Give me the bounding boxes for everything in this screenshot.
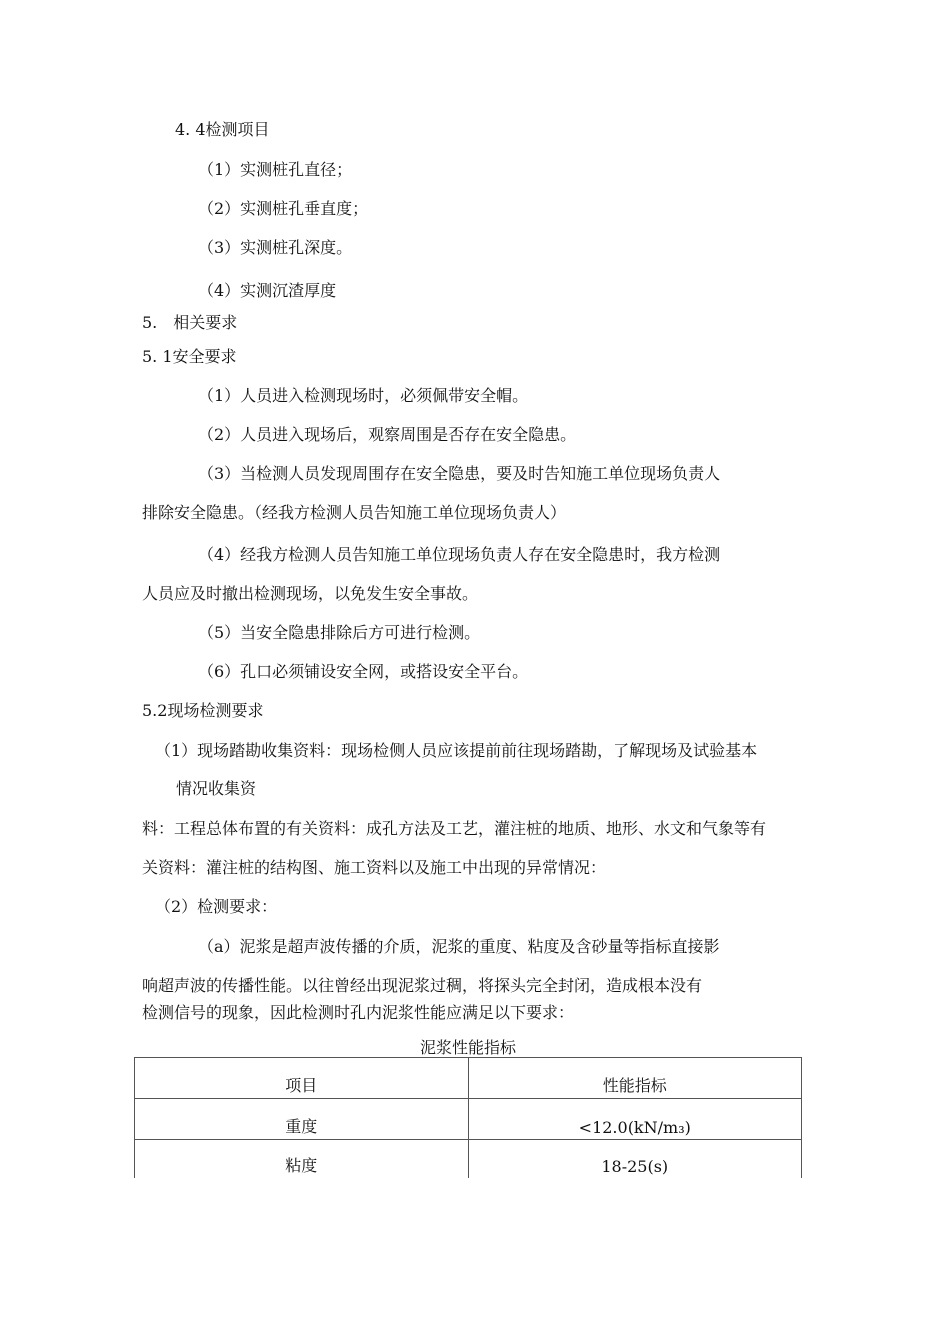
paragraph: 关资料：灌注桩的结构图、施工资料以及施工中出现的异常情况： (142, 858, 607, 877)
paragraph: 料：工程总体布置的有关资料：成孔方法及工艺，灌注桩的地质、地形、水文和气象等有 (142, 819, 767, 838)
section-5-2-heading: 5.2现场检测要求 (142, 701, 264, 720)
section-4-4-heading: 4. 4检测项目 (175, 120, 270, 139)
table-header-cell: 性能指标 (468, 1058, 802, 1099)
paragraph: （6）孔口必须铺设安全网，或搭设安全平台。 (198, 662, 529, 681)
list-item: （1）实测桩孔直径； (198, 160, 353, 179)
paragraph: （2）检测要求： (155, 897, 278, 916)
section-5-1-heading: 5. 1安全要求 (142, 347, 237, 366)
paragraph: 情况收集资 (176, 779, 257, 798)
table-cell: 粘度 (135, 1140, 469, 1179)
table-row (135, 1099, 802, 1140)
paragraph: （1）人员进入检测现场时，必须佩带安全帽。 (198, 386, 529, 405)
paragraph: （a）泥浆是超声波传播的介质，泥浆的重度、粘度及含砂量等指标直接影 (198, 937, 720, 956)
paragraph: 人员应及时撤出检测现场，以免发生安全事故。 (142, 584, 479, 603)
paragraph: （4）经我方检测人员告知施工单位现场负责人存在安全隐患时，我方检测 (198, 545, 721, 564)
list-item: （2）实测桩孔垂直度； (198, 199, 369, 218)
table-cell: <12.0(kN/m₃) (468, 1099, 802, 1140)
paragraph: 排除安全隐患。（经我方检测人员告知施工单位现场负责人） (142, 503, 567, 522)
table-row (135, 1140, 802, 1179)
paragraph: 响超声波的传播性能。以往曾经出现泥浆过稠，将探头完全封闭，造成根本没有 (142, 976, 703, 995)
paragraph: 检测信号的现象，因此检测时孔内泥浆性能应满足以下要求： (142, 1003, 575, 1022)
list-item: （4）实测沉渣厚度 (198, 281, 337, 300)
section-5-heading: 5. 相关要求 (142, 313, 238, 332)
paragraph: （1）现场踏勘收集资料：现场检侧人员应该提前前往现场踏勘，了解现场及试验基本 (155, 741, 758, 760)
table-header-cell: 项目 (135, 1058, 469, 1099)
list-item: （3）实测桩孔深度。 (198, 238, 353, 257)
table-cell: 18-25(s) (468, 1140, 802, 1179)
paragraph: （3）当检测人员发现周围存在安全隐患，要及时告知施工单位现场负责人 (198, 464, 721, 483)
paragraph: （5）当安全隐患排除后方可进行检测。 (198, 623, 481, 642)
paragraph: （2）人员进入现场后，观察周围是否存在安全隐患。 (198, 425, 577, 444)
table-cell: 重度 (135, 1099, 469, 1140)
table-caption: 泥浆性能指标 (419, 1038, 516, 1057)
mud-performance-table (134, 1057, 802, 1178)
table-header-row (135, 1058, 802, 1099)
